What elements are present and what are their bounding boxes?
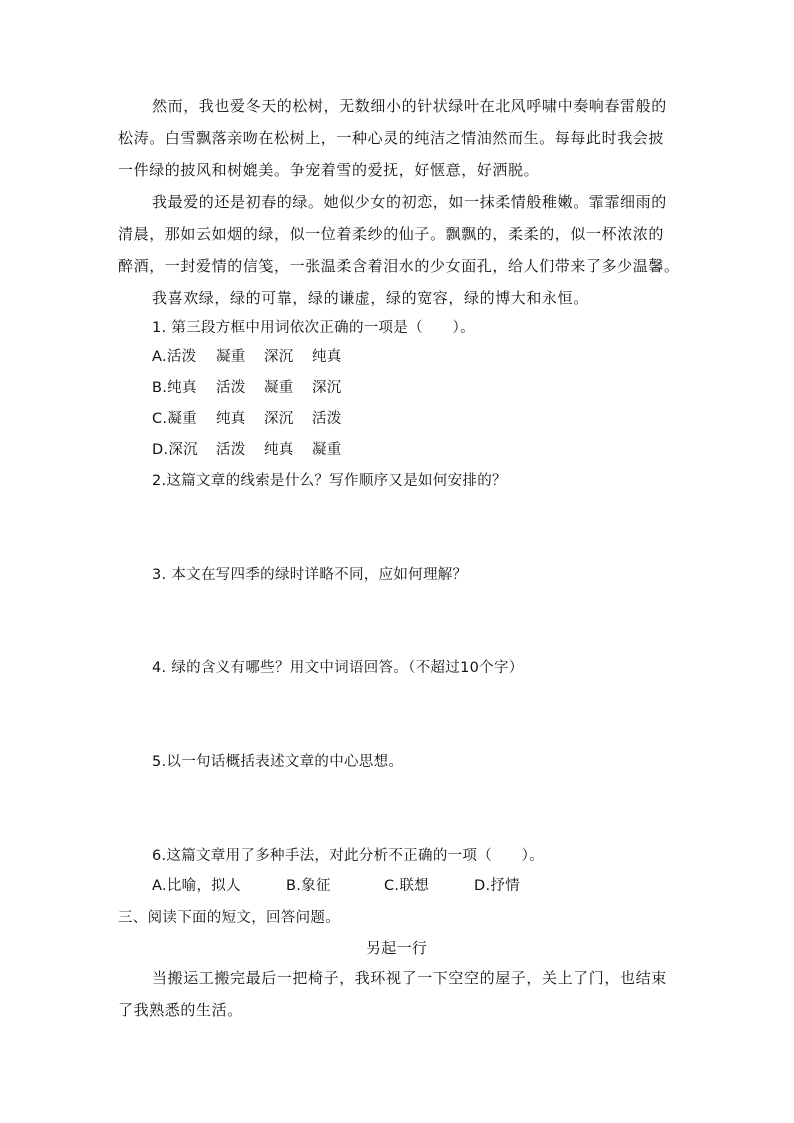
passage-p1-line-1: 然而，我也爱冬天的松树，无数细小的针状绿叶在北风呼啸中奏响春雷般的 [152,97,667,115]
question-6-option-b: B.象征 [286,878,331,894]
option-d-word-1: D.深沉 [152,442,198,458]
section-3-line-1: 当搬运工搬完最后一把椅子，我环视了一下空空的屋子，关上了门，也结束 [152,969,667,987]
option-a-word-2: 凝重 [216,349,246,365]
option-a-word-4: 纯真 [312,349,342,365]
passage-p1-line-3: 一件绿的披风和树媲美。争宠着雪的爱抚，好惬意，好洒脱。 [118,161,540,179]
question-6-option-d: D.抒情 [474,878,520,894]
option-b-word-2: 活泼 [216,380,246,396]
section-3-heading: 三、阅读下面的短文，回答问题。 [118,910,340,926]
option-c-word-4: 活泼 [312,411,342,427]
option-b-word-1: B.纯真 [152,380,197,396]
option-a-word-1: A.活泼 [152,349,197,365]
option-c-word-3: 深沉 [264,411,294,427]
question-1-option-b [152,378,342,398]
question-3: 3. 本文在写四季的绿时详略不同，应如何理解？ [152,567,468,583]
option-d-word-4: 凝重 [312,442,342,458]
section-3-line-2: 了我熟悉的生活。 [118,1001,243,1019]
option-c-word-1: C.凝重 [152,411,197,427]
option-c-word-2: 纯真 [216,411,246,427]
passage-p1-line-2: 松涛。白雪飘落亲吻在松树上，一种心灵的纯洁之情油然而生。每每此时我会披 [118,129,665,147]
question-6-stem: 6.这篇文章用了多种手法，对此分析不正确的一项（ ）。 [152,848,544,864]
option-a-word-3: 深沉 [264,349,294,365]
question-4: 4. 绿的含义有哪些？用文中词语回答。（不超过10个字） [152,660,524,676]
question-6-option-a: A.比喻，拟人 [152,878,241,894]
option-d-word-2: 活泼 [216,442,246,458]
question-1-stem: 1. 第三段方框中用词依次正确的一项是（ ）。 [152,320,475,336]
question-5: 5.以一句话概括表述文章的中心思想。 [152,754,404,770]
question-1-option-c [152,409,342,429]
option-b-word-3: 凝重 [264,380,294,396]
question-2: 2.这篇文章的线索是什么？写作顺序又是如何安排的？ [152,473,507,489]
passage-p2-line-2: 清晨，那如云如烟的绿，似一位着柔纱的仙子。飘飘的，柔柔的，似一杯浓浓的 [118,225,665,243]
question-6-option-c: C.联想 [384,878,429,894]
passage-p2-line-3: 醉酒，一封爱情的信笺，一张温柔含着泪水的少女面孔，给人们带来了多少温馨。 [118,257,680,275]
section-3-passage-title: 另起一行 [366,939,428,957]
question-1-option-a [152,347,342,367]
question-6-options [152,876,520,896]
passage-p3: 我喜欢绿，绿的可靠，绿的谦虚，绿的宽容，绿的博大和永恒。 [152,289,589,307]
question-1-option-d [152,440,342,460]
passage-p2-line-1: 我最爱的还是初春的绿。她似少女的初恋，如一抹柔情般稚嫩。霏霏细雨的 [152,193,667,211]
option-b-word-4: 深沉 [312,380,342,396]
option-d-word-3: 纯真 [264,442,294,458]
